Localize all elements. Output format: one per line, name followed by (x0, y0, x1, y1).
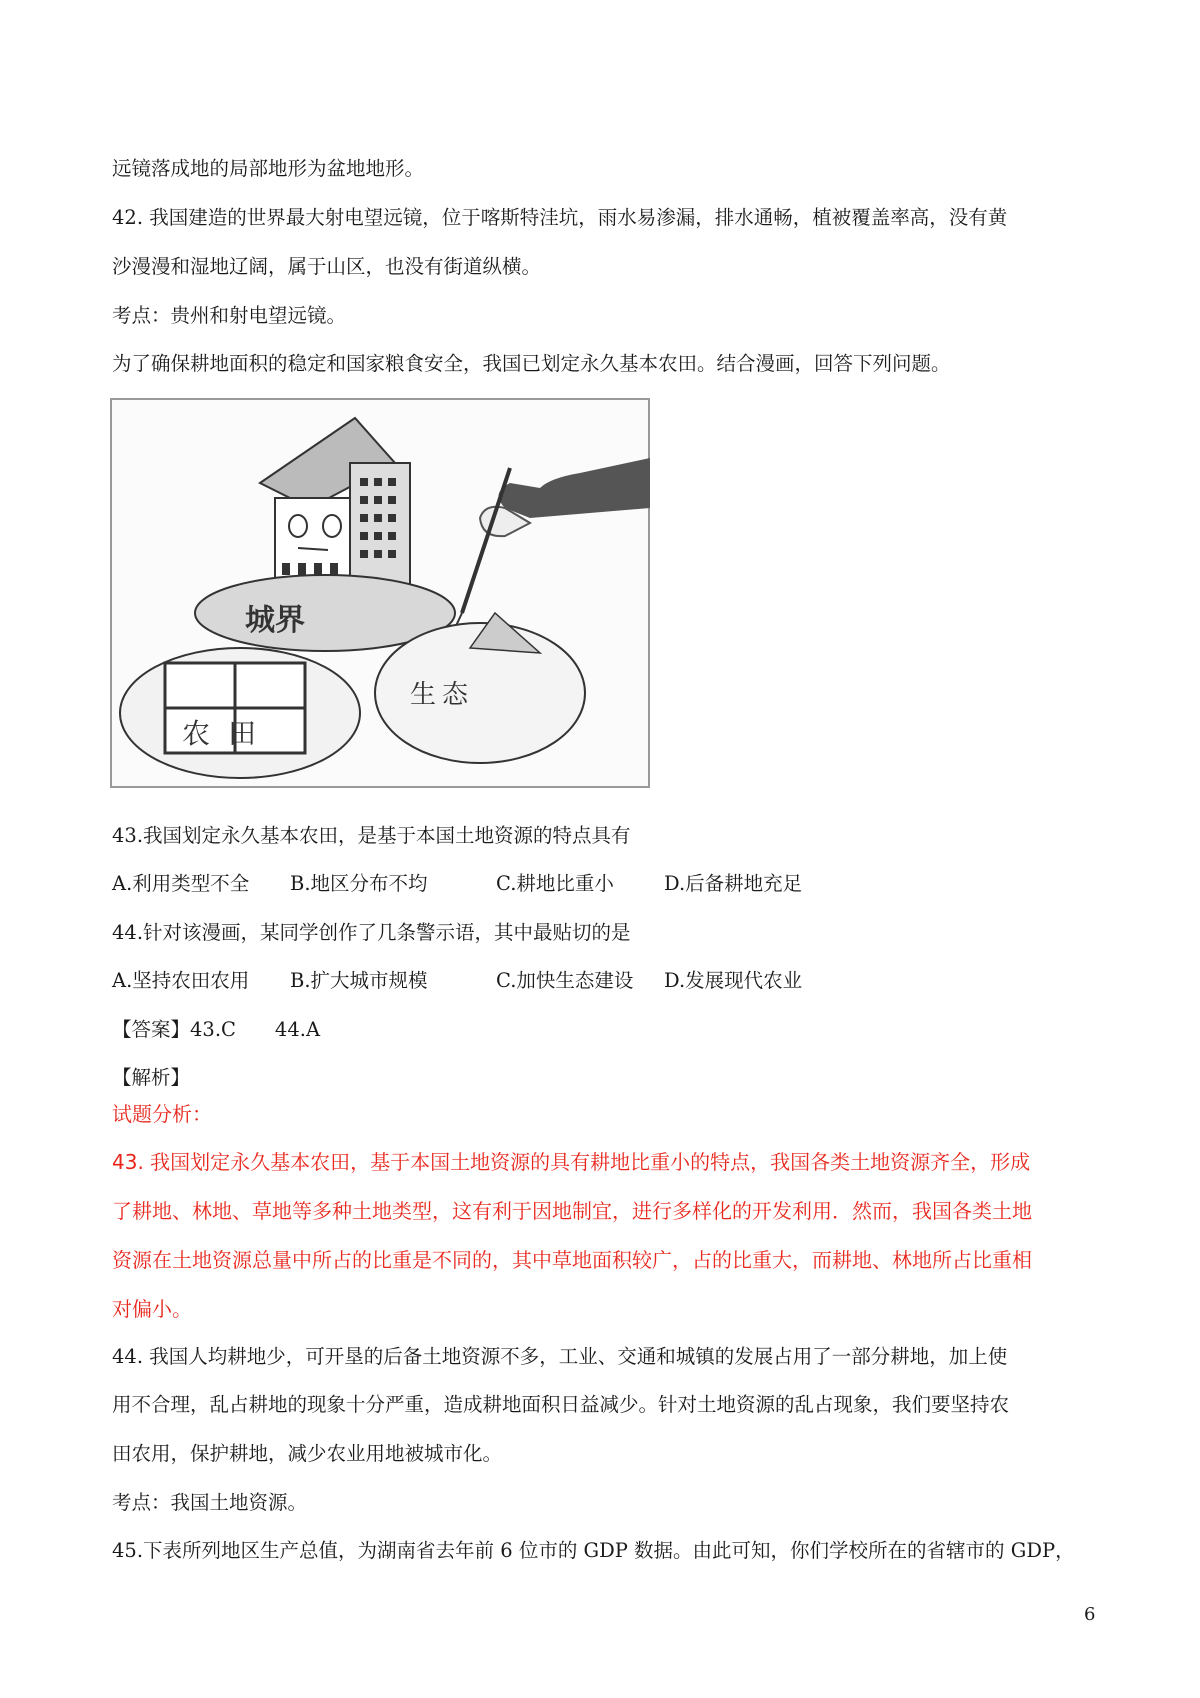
option-d: D.后备耕地充足 (664, 872, 803, 895)
cartoon-figure (110, 398, 650, 788)
option-d: D.发展现代农业 (664, 969, 803, 992)
intro-paragraph: 为了确保耕地面积的稳定和国家粮食安全，我国已划定永久基本农田。结合漫画，回答下列问题。 (112, 352, 951, 375)
analysis-43-line3: 资源在土地资源总量中所占的比重是不同的，其中草地面积较广，占的比重大，而耕地、林地所占比重相 (112, 1248, 1032, 1272)
option-c: C.加快生态建设 (496, 969, 634, 992)
farmland-label: 农田 (182, 717, 275, 750)
question-43: 43.我国划定永久基本农田，是基于本国土地资源的特点具有 (112, 824, 631, 847)
option-b: B.地区分布不均 (290, 872, 428, 895)
analysis-44-line2: 用不合理，乱占耕地的现象十分严重，造成耕地面积日益减少。针对土地资源的乱占现象，我们要坚持农 (112, 1393, 1010, 1416)
kaodian-42: 考点：贵州和射电望远镜。 (112, 304, 347, 327)
analysis-43-line4: 对偏小。 (112, 1297, 192, 1321)
jiexi-heading: 【解析】 (112, 1066, 191, 1089)
ecology-label: 生态 (410, 680, 475, 710)
question-44-options (112, 968, 802, 994)
option-a: A.坚持农田农用 (112, 969, 250, 992)
analysis-43-line1: 43. 我国划定永久基本农田，基于本国土地资源的具有耕地比重小的特点，我国各类土地资源齐全，形成 (112, 1150, 1031, 1174)
kaodian-44: 考点：我国土地资源。 (112, 1491, 308, 1514)
text-line: 沙漫漫和湿地辽阔，属于山区，也没有街道纵横。 (112, 255, 542, 278)
analysis-44-line1: 44. 我国人均耕地少，可开垦的后备土地资源不多，工业、交通和城镇的发展占用了一部分耕地，加上使 (112, 1345, 1008, 1368)
city-label: 城界 (245, 603, 305, 638)
analysis-44-line3: 田农用，保护耕地，减少农业用地被城市化。 (112, 1442, 503, 1465)
page-number: 6 (1084, 1604, 1096, 1625)
analysis-43-line2: 了耕地、林地、草地等多种土地类型，这有利于因地制宜，进行多样化的开发利用．然而，我国各类土地 (112, 1199, 1032, 1223)
option-c: C.耕地比重小 (496, 872, 614, 895)
analysis-title: 试题分析： (112, 1102, 212, 1126)
question-45: 45.下表所列地区生产总值，为湖南省去年前 6 位市的 GDP 数据。由此可知，你们学校所在的省辖市的 GDP， (112, 1539, 1075, 1562)
question-42-text: 42. 我国建造的世界最大射电望远镜，位于喀斯特洼坑，雨水易渗漏，排水通畅，植被覆盖率高，没有黄 (112, 206, 1008, 229)
option-a: A.利用类型不全 (112, 872, 250, 895)
text-line: 远镜落成地的局部地形为盆地地形。 (112, 157, 425, 180)
question-43-options (112, 871, 802, 897)
option-b: B.扩大城市规模 (290, 969, 428, 992)
answer-line: 【答案】43.C 44.A (112, 1018, 321, 1041)
question-44: 44.针对该漫画，某同学创作了几条警示语，其中最贴切的是 (112, 921, 631, 944)
